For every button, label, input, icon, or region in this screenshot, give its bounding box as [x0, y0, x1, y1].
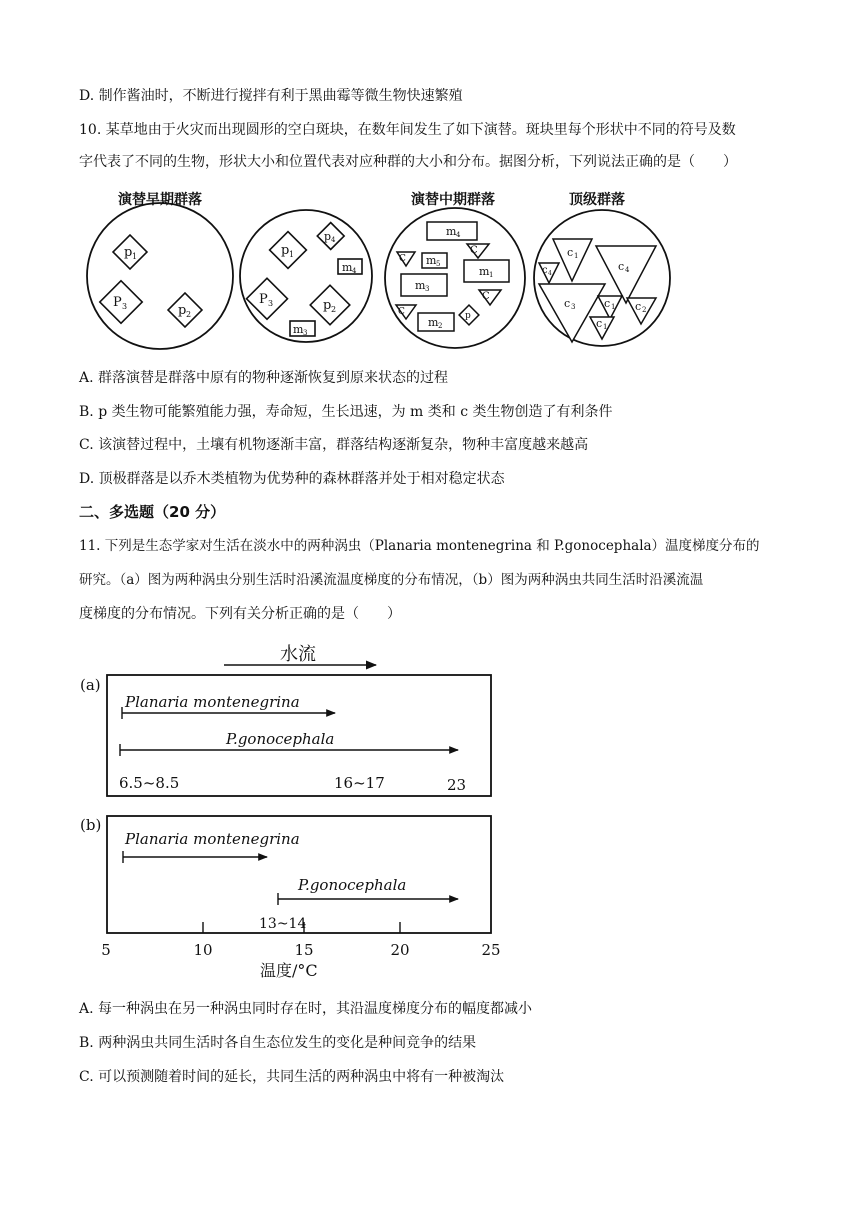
- q10-stem-line1: 10. 某草地由于火灾而出现圆形的空白斑块，在数年间发生了如下演替。斑块里每个形状中不同的符号及数: [79, 122, 736, 138]
- a-species2-label: P.gonocephala: [226, 730, 335, 748]
- q11-stem-line2: 研究。（a）图为两种涡虫分别生活时沿溪流温度梯度的分布情况，（b）图为两种涡虫共同生活时沿溪流温: [79, 572, 704, 588]
- svg-text:1: 1: [603, 323, 608, 331]
- svg-text:4: 4: [352, 267, 357, 275]
- svg-text:c: c: [564, 297, 571, 310]
- q10-option-d: D. 顶极群落是以乔木类植物为优势种的森林群落并处于相对稳定状态: [79, 471, 505, 487]
- axis-title: 温度/°C: [260, 961, 318, 980]
- svg-text:p: p: [323, 298, 332, 313]
- svg-text:4: 4: [625, 266, 630, 274]
- svg-text:3: 3: [303, 329, 308, 337]
- svg-text:C: C: [399, 254, 406, 264]
- panel-a-label: (a): [80, 676, 101, 694]
- svg-text:2: 2: [642, 306, 647, 314]
- svg-text:c: c: [618, 260, 625, 273]
- svg-text:2: 2: [438, 322, 443, 330]
- axis-tick-5: 5: [101, 941, 111, 959]
- svg-text:p: p: [324, 230, 332, 243]
- b-label-mid: 13~14: [259, 916, 307, 932]
- svg-text:c: c: [542, 265, 548, 276]
- caption-early: 演替早期群落: [118, 192, 202, 208]
- axis-tick-25: 25: [481, 941, 501, 959]
- axis-tick-20: 20: [390, 941, 410, 959]
- a-label-mid: 16~17: [334, 774, 385, 792]
- svg-text:c: c: [596, 317, 603, 330]
- a-species1-label: Planaria montenegrina: [125, 693, 300, 711]
- svg-text:m: m: [293, 323, 304, 336]
- axis-tick-10: 10: [193, 941, 213, 959]
- svg-text:m: m: [446, 225, 457, 238]
- svg-text:1: 1: [132, 252, 138, 261]
- svg-text:m: m: [426, 254, 437, 267]
- svg-text:1: 1: [489, 271, 494, 279]
- svg-text:C: C: [398, 307, 405, 317]
- svg-text:1: 1: [611, 303, 616, 311]
- q10-option-b: B. p 类生物可能繁殖能力强，寿命短，生长迅速，为 m 类和 c 类生物创造了有利条件: [79, 404, 613, 420]
- panel-b-label: (b): [80, 816, 102, 834]
- section-title: 二、多选题（20 分）: [79, 503, 226, 521]
- svg-text:1: 1: [574, 252, 579, 260]
- svg-text:m: m: [415, 279, 426, 292]
- q10-option-a: A. 群落演替是群落中原有的物种逐渐恢复到原来状态的过程: [79, 370, 449, 386]
- q10-option-c: C. 该演替过程中，土壤有机物逐渐丰富，群落结构逐渐复杂，物种丰富度越来越高: [79, 437, 589, 453]
- svg-text:4: 4: [331, 236, 336, 244]
- svg-text:p: p: [281, 243, 290, 258]
- svg-text:p: p: [465, 311, 471, 321]
- svg-text:4: 4: [456, 231, 461, 239]
- svg-text:5: 5: [436, 260, 441, 268]
- svg-text:m: m: [479, 265, 490, 278]
- q11-option-a: A. 每一种涡虫在另一种涡虫同时存在时，其沿温度梯度分布的幅度都减小: [79, 1001, 533, 1017]
- q11-option-b: B. 两种涡虫共同生活时各自生态位发生的变化是种间竞争的结果: [79, 1035, 477, 1051]
- caption-climax: 顶级群落: [569, 192, 625, 208]
- flow-label: 水流: [280, 644, 316, 665]
- svg-text:1: 1: [289, 250, 295, 259]
- svg-text:c: c: [604, 297, 611, 310]
- svg-text:c: c: [635, 300, 642, 313]
- svg-text:C: C: [482, 291, 490, 302]
- svg-text:3: 3: [122, 302, 128, 311]
- svg-text:2: 2: [186, 310, 192, 319]
- caption-middle: 演替中期群落: [411, 192, 495, 208]
- b-species1-label: Planaria montenegrina: [125, 830, 300, 848]
- svg-text:2: 2: [331, 305, 337, 314]
- svg-text:c: c: [567, 246, 574, 259]
- svg-text:C: C: [470, 245, 478, 256]
- a-label-right: 23: [447, 776, 467, 794]
- q11-stem-line1: 11. 下列是生态学家对生活在淡水中的两种涡虫（Planaria montenegrina 和 P.gonocephala）温度梯度分布的: [79, 538, 760, 554]
- svg-text:m: m: [342, 261, 353, 274]
- svg-text:m: m: [428, 316, 439, 329]
- q11-option-c: C. 可以预测随着时间的延长，共同生活的两种涡虫中将有一种被淘汰: [79, 1069, 505, 1085]
- svg-text:4: 4: [548, 270, 552, 277]
- svg-text:P: P: [259, 292, 268, 307]
- b-species2-label: P.gonocephala: [298, 876, 407, 894]
- q11-stem-line3: 度梯度的分布情况。下列有关分析正确的是（ ）: [79, 606, 401, 622]
- q9-option-d: D. 制作酱油时，不断进行搅拌有利于黑曲霉等微生物快速繁殖: [79, 88, 463, 104]
- svg-text:3: 3: [268, 299, 274, 308]
- svg-text:3: 3: [571, 303, 576, 311]
- svg-text:3: 3: [425, 285, 430, 293]
- svg-text:p: p: [178, 303, 187, 318]
- svg-text:p: p: [124, 245, 133, 260]
- q10-stem-line2: 字代表了不同的生物，形状大小和位置代表对应种群的大小和分布。据图分析，下列说法正确的是（ ）: [79, 154, 737, 170]
- svg-text:P: P: [113, 295, 122, 310]
- a-label-left: 6.5~8.5: [119, 774, 180, 792]
- axis-tick-15: 15: [294, 941, 314, 959]
